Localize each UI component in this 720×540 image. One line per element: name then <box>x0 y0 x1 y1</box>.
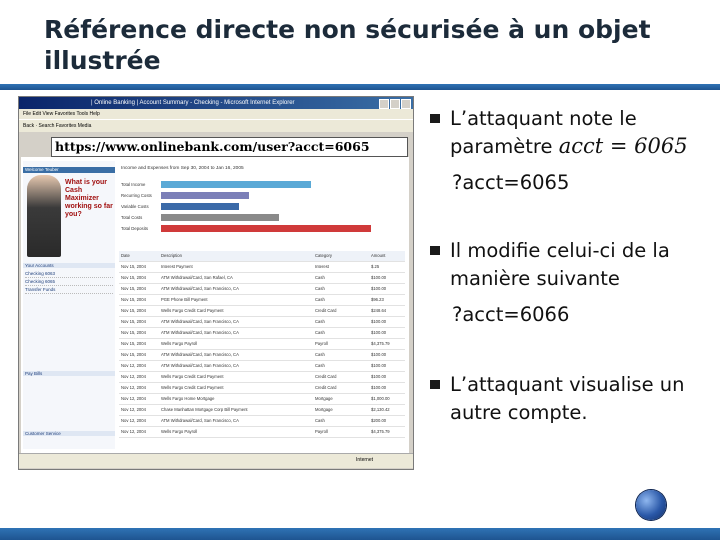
browser-menubar[interactable]: File Edit View Favorites Tools Help <box>19 109 413 119</box>
bullet-2-line-2: manière suivante <box>450 267 620 290</box>
cell-desc: Wells Fargo Credit Card Payment <box>161 374 224 379</box>
bullet-marker <box>430 114 440 123</box>
cell-cat: Credit Card <box>315 385 337 390</box>
minimize-icon[interactable] <box>379 99 389 109</box>
title-divider <box>0 84 720 90</box>
table-row <box>119 405 405 416</box>
cell-amt: $100.00 <box>371 275 387 280</box>
cell-amt: $100.00 <box>371 374 387 379</box>
maximize-icon[interactable] <box>390 99 400 109</box>
cell-date: Nov 15, 2004 <box>121 308 146 313</box>
service-header: Customer Service <box>23 431 115 436</box>
globe-logo-icon <box>636 490 666 520</box>
table-row <box>119 383 405 394</box>
cell-desc: PGE Phone Bill Payment <box>161 297 208 302</box>
cell-date: Nov 15, 2004 <box>121 264 146 269</box>
bullet-marker <box>430 380 440 389</box>
cell-cat: Interest <box>315 264 329 269</box>
col-category: Category <box>315 253 332 258</box>
table-header <box>119 251 405 262</box>
cell-desc: Wells Fargo Home Mortgage <box>161 396 215 401</box>
cell-desc: Wells Fargo Payroll <box>161 429 198 434</box>
table-row <box>119 427 405 438</box>
cell-amt: $200.00 <box>371 418 387 423</box>
account-link-2[interactable]: Checking 6065 <box>25 279 113 286</box>
accounts-header: Your Accounts <box>23 263 115 268</box>
chart-row-label: Total Income <box>121 182 146 187</box>
window-titlebar: | Online Banking | Account Summary - Checking - Microsoft Internet Explorer <box>19 97 413 109</box>
col-date: Date <box>121 253 130 258</box>
cell-desc: ATM Withdrawal/Card, San Francisco, CA <box>161 418 239 423</box>
bullet-2-line-3: ?acct=6066 <box>452 303 570 326</box>
bullet-marker <box>430 246 440 255</box>
cell-amt: $100.00 <box>371 385 387 390</box>
cell-date: Nov 12, 2004 <box>121 418 146 423</box>
cell-cat: Mortgage <box>315 407 333 412</box>
cell-amt: $100.00 <box>371 352 387 357</box>
cell-amt: $100.00 <box>371 363 387 368</box>
cell-amt: $100.00 <box>371 319 387 324</box>
welcome-banner: Welcome Teuber <box>23 167 115 173</box>
cell-date: Nov 15, 2004 <box>121 341 146 346</box>
account-link-1[interactable]: Checking 6063 <box>25 271 113 278</box>
cell-cat: Cash <box>315 418 325 423</box>
cell-cat: Credit Card <box>315 308 337 313</box>
table-row <box>119 306 405 317</box>
cell-desc: ATM Withdrawal/Card, San Francisco, CA <box>161 319 239 324</box>
cell-date: Nov 12, 2004 <box>121 429 146 434</box>
cell-amt: $248.64 <box>371 308 387 313</box>
cell-date: Nov 12, 2004 <box>121 374 146 379</box>
table-row <box>119 262 405 273</box>
status-zone: Internet <box>356 457 373 463</box>
table-row <box>119 350 405 361</box>
chart-row-label: Recurring Costs <box>121 193 152 198</box>
col-description: Description <box>161 253 182 258</box>
bullet-1-line-2 <box>450 134 716 159</box>
cell-amt: $.25 <box>371 264 380 269</box>
cell-desc: Interest Payment <box>161 264 193 269</box>
account-link-3[interactable]: Transfer Funds <box>25 287 113 294</box>
cell-cat: Cash <box>315 319 325 324</box>
browser-toolbar[interactable]: Back · Search Favorites Media <box>19 119 413 132</box>
cell-date: Nov 12, 2004 <box>121 407 146 412</box>
url-address-overlay: https://www.onlinebank.com/user?acct=6065 <box>51 137 408 157</box>
cell-desc: Chase Manhattan Mortgage Corp Bill Payment <box>161 407 248 412</box>
cell-date: Nov 12, 2004 <box>121 396 146 401</box>
table-row <box>119 273 405 284</box>
cell-amt: $2,130.42 <box>371 407 390 412</box>
bank-page <box>21 157 409 453</box>
chart-caption: Income and Expenses from Sep 30, 2004 to Jan 16, 2005 <box>121 166 244 171</box>
cell-cat: Payroll <box>315 429 328 434</box>
promo-photo <box>27 175 61 257</box>
bullet-1-line-3: ?acct=6065 <box>452 171 570 194</box>
cell-desc: ATM Withdrawal/Card, San Rafael, CA <box>161 275 233 280</box>
bullet-3-line-1: L’attaquant visualise un <box>450 373 685 396</box>
cell-cat: Payroll <box>315 341 328 346</box>
table-row <box>119 339 405 350</box>
income-expense-chart <box>119 161 407 251</box>
cell-cat: Cash <box>315 330 325 335</box>
footer-bar <box>0 528 720 540</box>
cell-cat: Cash <box>315 275 325 280</box>
cell-cat: Cash <box>315 297 325 302</box>
bullet-1-formula: acct = 6065 <box>558 134 688 158</box>
chart-bar <box>161 214 279 221</box>
cell-date: Nov 15, 2004 <box>121 319 146 324</box>
cell-amt: $100.00 <box>371 330 387 335</box>
cell-desc: Wells Fargo Credit Card Payment <box>161 385 224 390</box>
cell-date: Nov 15, 2004 <box>121 297 146 302</box>
cell-cat: Cash <box>315 352 325 357</box>
cell-cat: Cash <box>315 286 325 291</box>
cell-desc: ATM Withdrawal/Card, San Francisco, CA <box>161 286 239 291</box>
table-row <box>119 372 405 383</box>
cell-amt: $1,000.00 <box>371 396 390 401</box>
cell-date: Nov 15, 2004 <box>121 275 146 280</box>
cell-cat: Cash <box>315 363 325 368</box>
bullet-2-line-1: Il modifie celui-ci de la <box>450 239 670 262</box>
chart-bar <box>161 181 311 188</box>
bullet-3-line-2: autre compte. <box>450 401 588 424</box>
transactions-table <box>119 251 405 447</box>
bullet-1-line-1: L’attaquant note le <box>450 107 637 130</box>
chart-row-label: Total Costs <box>121 215 143 220</box>
table-row <box>119 394 405 405</box>
window-controls <box>379 99 411 109</box>
close-icon[interactable] <box>401 99 411 109</box>
chart-bar <box>161 203 239 210</box>
browser-screenshot <box>18 96 414 470</box>
main-panel <box>119 161 407 449</box>
table-row <box>119 328 405 339</box>
left-sidebar <box>23 161 115 449</box>
cell-date: Nov 15, 2004 <box>121 330 146 335</box>
table-row <box>119 317 405 328</box>
cell-date: Nov 12, 2004 <box>121 363 146 368</box>
table-row <box>119 295 405 306</box>
cell-cat: Mortgage <box>315 396 333 401</box>
chart-bar <box>161 192 249 199</box>
chart-row-label: Total Deposits <box>121 226 148 231</box>
paybills-header: Pay Bills <box>23 371 115 376</box>
cell-amt: $96.23 <box>371 297 384 302</box>
cell-desc: ATM Withdrawal/Card, San Francisco, CA <box>161 330 239 335</box>
browser-statusbar <box>19 453 413 468</box>
cell-amt: $4,375.79 <box>371 341 390 346</box>
cell-desc: ATM Withdrawal/Card, San Francisco, CA <box>161 352 239 357</box>
cell-date: Nov 15, 2004 <box>121 286 146 291</box>
cell-date: Nov 12, 2004 <box>121 385 146 390</box>
cell-amt: $4,375.79 <box>371 429 390 434</box>
cell-date: Nov 15, 2004 <box>121 352 146 357</box>
col-amount: Amount <box>371 253 386 258</box>
cell-desc: Wells Fargo Credit Card Payment <box>161 308 224 313</box>
chart-bar <box>161 225 371 232</box>
cell-desc: Wells Fargo Payroll <box>161 341 198 346</box>
bullet-1-param-label: paramètre <box>450 135 559 158</box>
table-row <box>119 361 405 372</box>
cell-amt: $100.00 <box>371 286 387 291</box>
chart-row-label: Variable Costs <box>121 204 149 209</box>
cell-cat: Credit Card <box>315 374 337 379</box>
table-row <box>119 284 405 295</box>
promo-text[interactable]: What is your Cash Maximizer working so far you? <box>65 179 113 218</box>
slide-title: Référence directe non sécurisée à un objet illustrée <box>44 15 651 75</box>
table-row <box>119 416 405 427</box>
cell-desc: ATM Withdrawal/Card, San Francisco, CA <box>161 363 239 368</box>
